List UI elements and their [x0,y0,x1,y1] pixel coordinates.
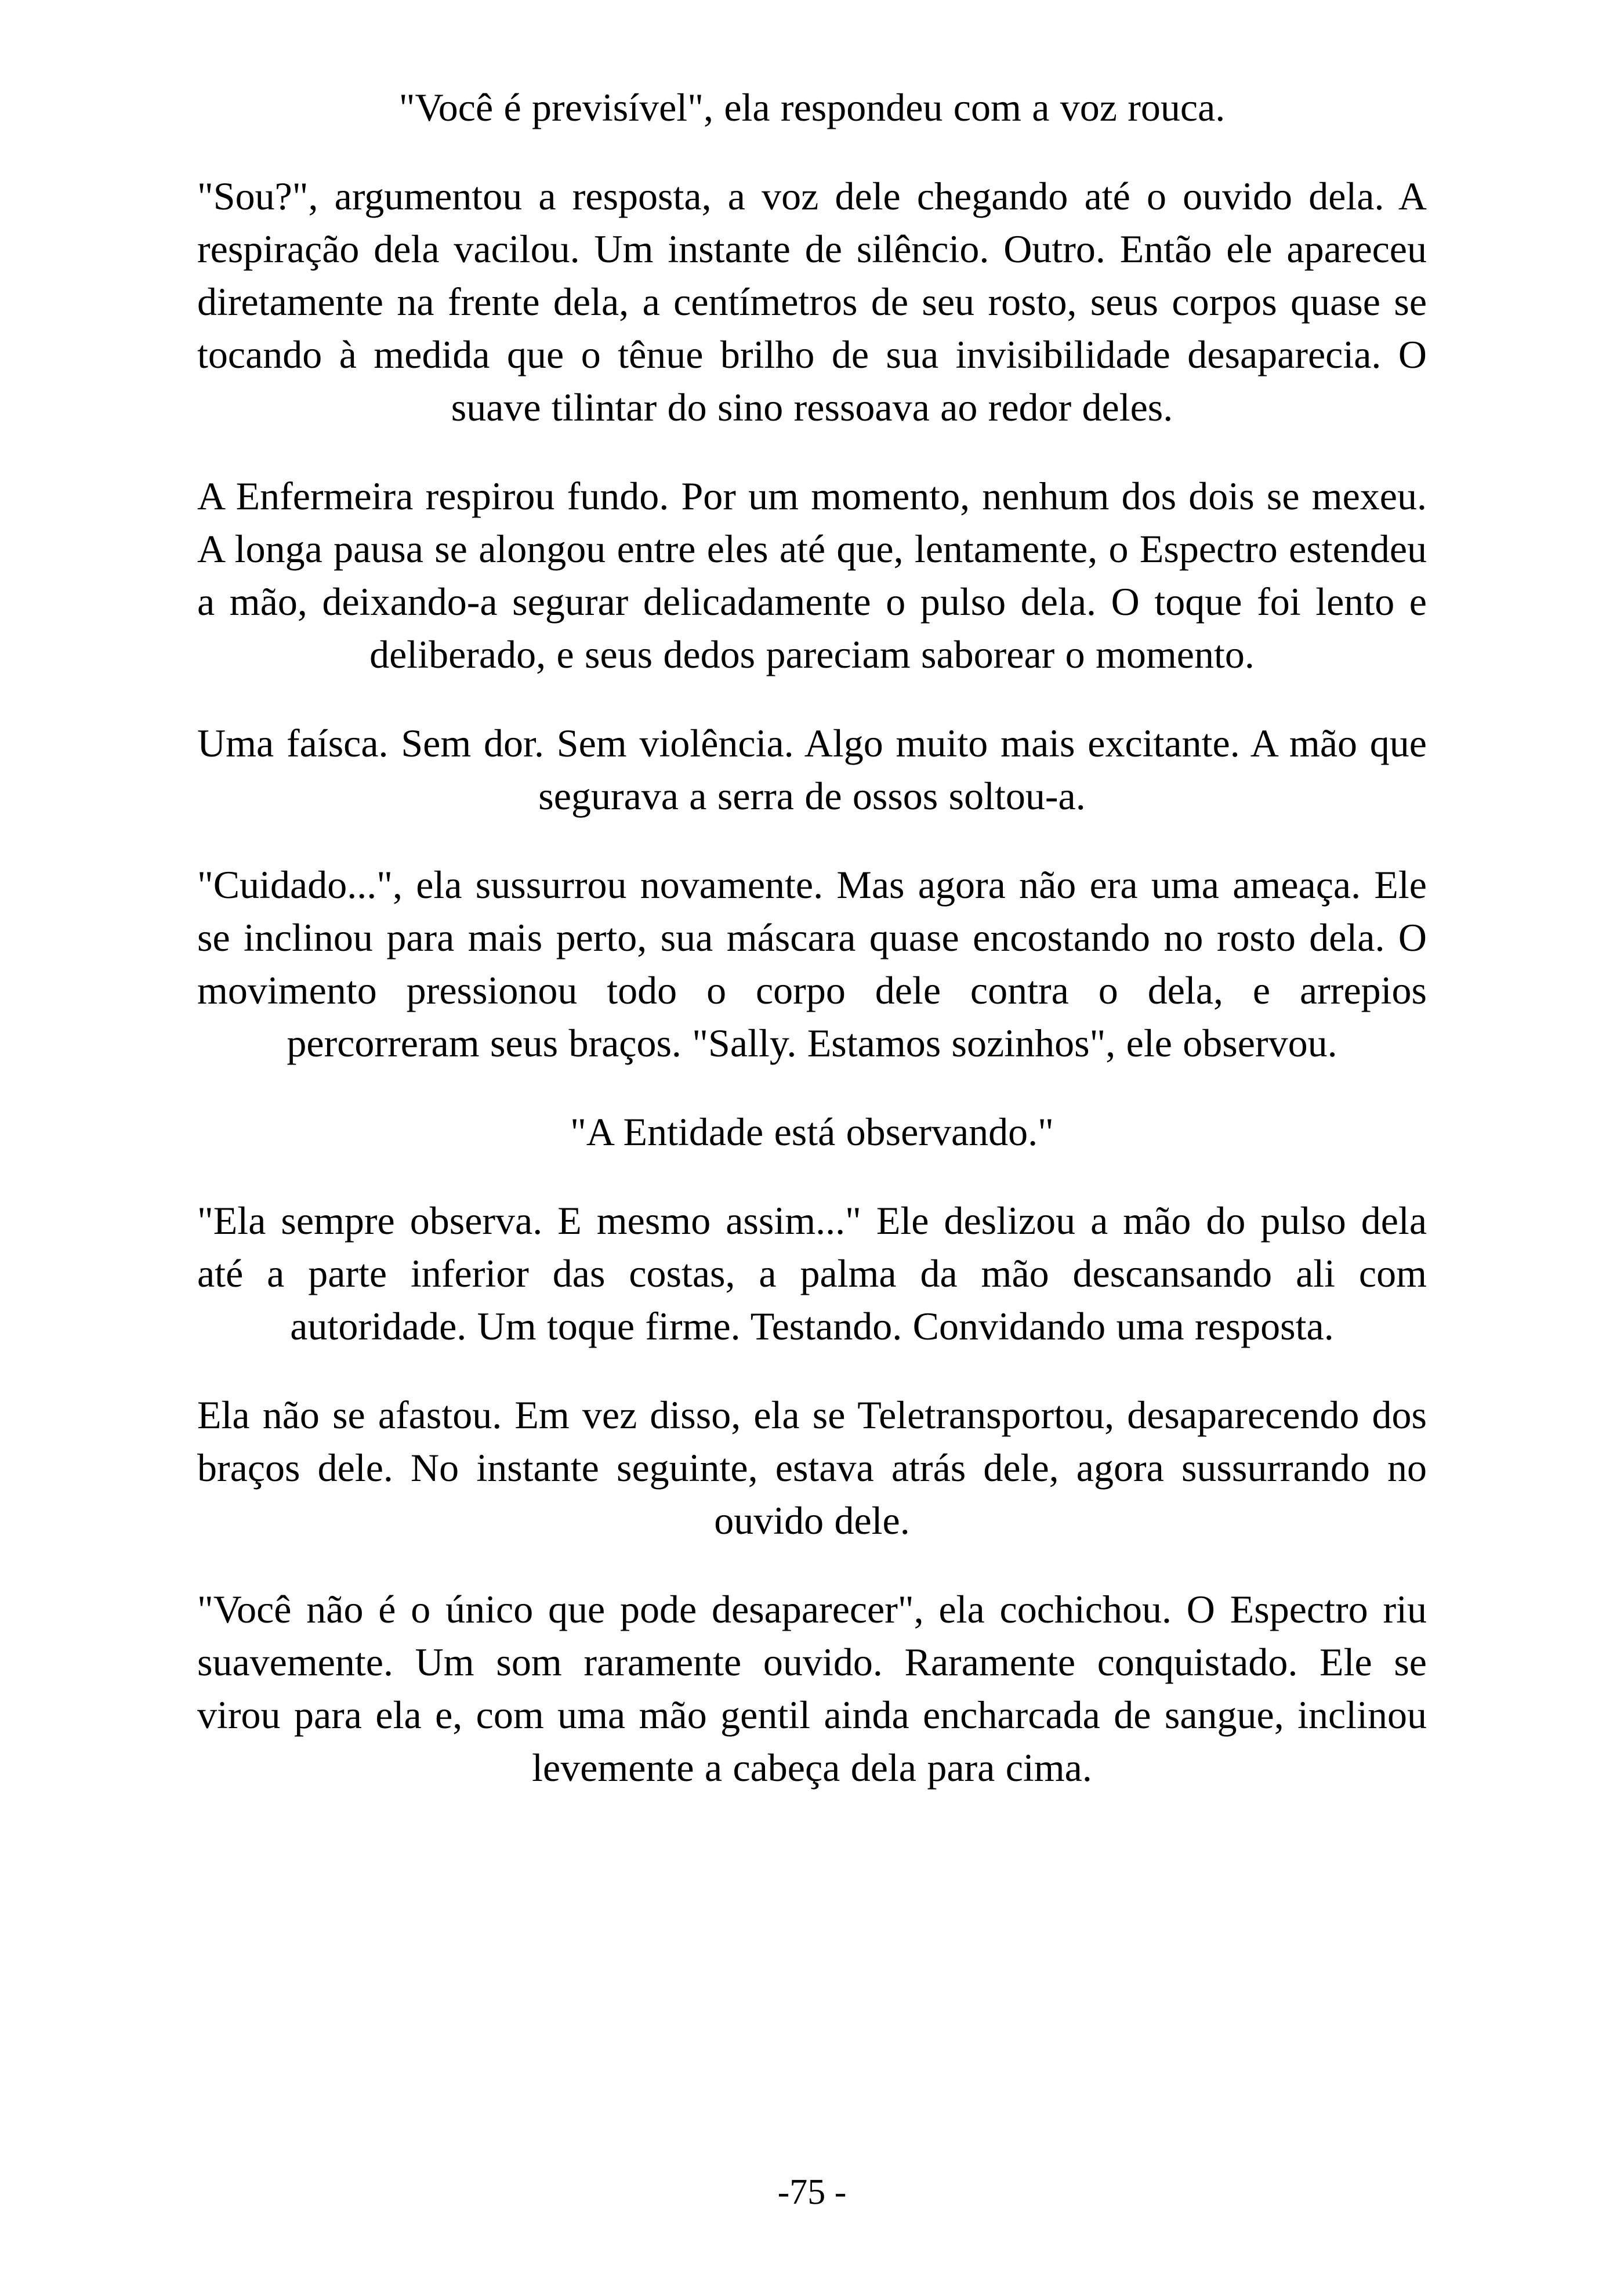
paragraph-1: "Você é previsível", ela respondeu com a voz rouca. [398,85,1226,129]
paragraph-7: "Ela sempre observa. E mesmo assim..." Ele deslizou a mão do pulso dela até a parte inferior das costas, a palma da mão descansando ali com autoridade. Um toque firme. Testando. Convidando uma resposta. [197,1198,1427,1348]
paragraph-4: Uma faísca. Sem dor. Sem violência. Algo muito mais excitante. A mão que segurava a serra de ossos soltou-a. [197,721,1427,818]
paragraph-3: A Enfermeira respirou fundo. Por um momento, nenhum dos dois se mexeu. A longa pausa se alongou entre eles até que, lentamente, o Espectro estendeu a mão, deixando-a segurar delicadamente o pulso dela. O toque foi lento e deliberado, e seus dedos pareciam saborear o momento. [197,474,1427,676]
paragraph-8: Ela não se afastou. Em vez disso, ela se Teletransportou, desaparecendo dos braços dele. No instante seguinte, estava atrás dele, agora sussurrando no ouvido dele. [197,1393,1427,1542]
paragraph-9: "Você não é o único que pode desaparecer", ela cochichou. O Espectro riu suavemente. Um som raramente ouvido. Raramente conquistado. Ele se virou para ela e, com uma mão gentil ainda encharcada de sangue, inclinou levemente a cabeça dela para cima. [197,1587,1427,1790]
paragraph-6: "A Entidade está observando." [570,1110,1054,1154]
paragraph-2: "Sou?", argumentou a resposta, a voz dele chegando até o ouvido dela. A respiração dela vacilou. Um instante de silêncio. Outro. Então ele apareceu diretamente na frente dela, a centímetros de seu rosto, seus corpos quase se tocando à medida que o tênue brilho de sua invisibilidade desaparecia. O suave tilintar do sino ressoava ao redor deles. [197,174,1427,429]
page-number-footer: -75 - [777,2172,847,2212]
page-body-text [197,81,1427,1794]
paragraph-5: "Cuidado...", ela sussurrou novamente. Mas agora não era uma ameaça. Ele se inclinou para mais perto, sua máscara quase encostando no rosto dela. O movimento pressionou todo o corpo dele contra o dela, e arrepios percorreram seus braços. "Sally. Estamos sozinhos", ele observou. [197,863,1427,1065]
